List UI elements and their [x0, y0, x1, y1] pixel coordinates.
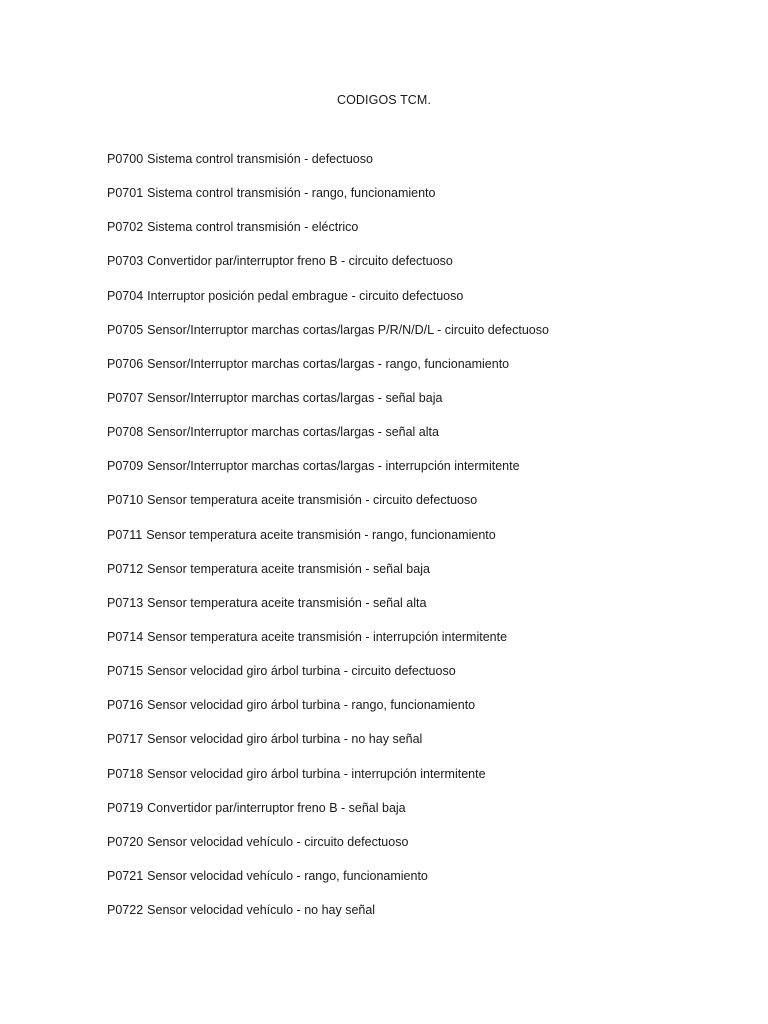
code-list-item — [107, 423, 728, 457]
code-list-item — [107, 867, 728, 901]
page-title: CODIGOS TCM. — [336, 93, 432, 107]
code-id: P0718 — [107, 766, 144, 781]
code-description: Sensor velocidad giro árbol turbina - no hay señal — [147, 732, 423, 747]
code-list-item — [107, 662, 728, 696]
code-list-item — [107, 218, 728, 252]
code-description: Sensor temperatura aceite transmisión - interrupción intermitente — [147, 629, 508, 644]
code-list-item — [107, 491, 728, 525]
code-id: P0702 — [107, 220, 144, 235]
code-id: P0706 — [107, 356, 144, 371]
code-id: P0710 — [107, 493, 144, 508]
code-id: P0714 — [107, 629, 144, 644]
code-list-item — [107, 321, 728, 355]
code-description: Sensor velocidad vehículo - circuito defectuoso — [147, 834, 409, 849]
code-list-item — [107, 526, 728, 560]
code-description: Interruptor posición pedal embrague - circuito defectuoso — [147, 288, 464, 303]
code-description: Sistema control transmisión - defectuoso — [147, 152, 373, 166]
code-description: Sensor temperatura aceite transmisión - rango, funcionamiento — [146, 527, 496, 542]
code-id: P0722 — [107, 903, 144, 918]
code-description: Sensor temperatura aceite transmisión - señal alta — [147, 595, 427, 610]
code-list-item — [107, 560, 728, 594]
code-description: Sensor velocidad vehículo - no hay señal — [147, 903, 376, 918]
code-description: Sensor temperatura aceite transmisión - señal baja — [147, 561, 430, 576]
code-description: Sensor/Interruptor marchas cortas/largas - señal baja — [147, 390, 443, 405]
code-description: Convertidor par/interruptor freno B - circuito defectuoso — [147, 254, 453, 269]
code-id: P0700 — [107, 152, 144, 166]
code-list-item — [107, 287, 728, 321]
code-list-item — [107, 252, 728, 286]
code-description: Sensor/Interruptor marchas cortas/largas P/R/N/D/L - circuito defectuoso — [147, 322, 549, 337]
code-id: P0715 — [107, 664, 144, 679]
code-id: P0711 — [107, 527, 143, 542]
code-list-item — [107, 150, 728, 184]
code-description: Sensor/Interruptor marchas cortas/largas - rango, funcionamiento — [147, 356, 510, 371]
code-id: P0705 — [107, 322, 144, 337]
code-id: P0703 — [107, 254, 144, 269]
code-list-item — [107, 457, 728, 491]
code-id: P0708 — [107, 425, 144, 440]
code-list-item — [107, 765, 728, 799]
code-list-item — [107, 355, 728, 389]
code-list-item — [107, 730, 728, 764]
code-id: P0720 — [107, 834, 144, 849]
code-description: Sensor velocidad giro árbol turbina - rango, funcionamiento — [147, 698, 476, 713]
code-list-item — [107, 696, 728, 730]
code-id: P0716 — [107, 698, 144, 713]
code-description: Sistema control transmisión - rango, funcionamiento — [147, 186, 436, 201]
code-list-item — [107, 389, 728, 423]
code-description: Sensor/Interruptor marchas cortas/largas - interrupción intermitente — [147, 459, 520, 474]
code-id: P0709 — [107, 459, 144, 474]
code-id: P0717 — [107, 732, 144, 747]
code-list-item — [107, 901, 728, 935]
code-description: Sistema control transmisión - eléctrico — [147, 220, 359, 235]
code-description: Sensor velocidad vehículo - rango, funcionamiento — [147, 868, 428, 883]
code-description: Sensor velocidad giro árbol turbina - interrupción intermitente — [147, 766, 486, 781]
code-list-item — [107, 833, 728, 867]
code-description: Sensor/Interruptor marchas cortas/largas - señal alta — [147, 425, 439, 440]
code-list-item — [107, 184, 728, 218]
code-list — [107, 150, 728, 935]
code-id: P0701 — [107, 186, 144, 201]
code-description: Sensor temperatura aceite transmisión - circuito defectuoso — [147, 493, 478, 508]
code-id: P0721 — [107, 868, 144, 883]
code-list-item — [107, 594, 728, 628]
code-list-item — [107, 628, 728, 662]
code-description: Convertidor par/interruptor freno B - señal baja — [147, 800, 406, 815]
code-description: Sensor velocidad giro árbol turbina - circuito defectuoso — [147, 664, 456, 679]
code-id: P0719 — [107, 800, 144, 815]
code-id: P0704 — [107, 288, 144, 303]
code-id: P0712 — [107, 561, 144, 576]
code-id: P0713 — [107, 595, 144, 610]
code-id: P0707 — [107, 390, 144, 405]
code-list-item — [107, 799, 728, 833]
